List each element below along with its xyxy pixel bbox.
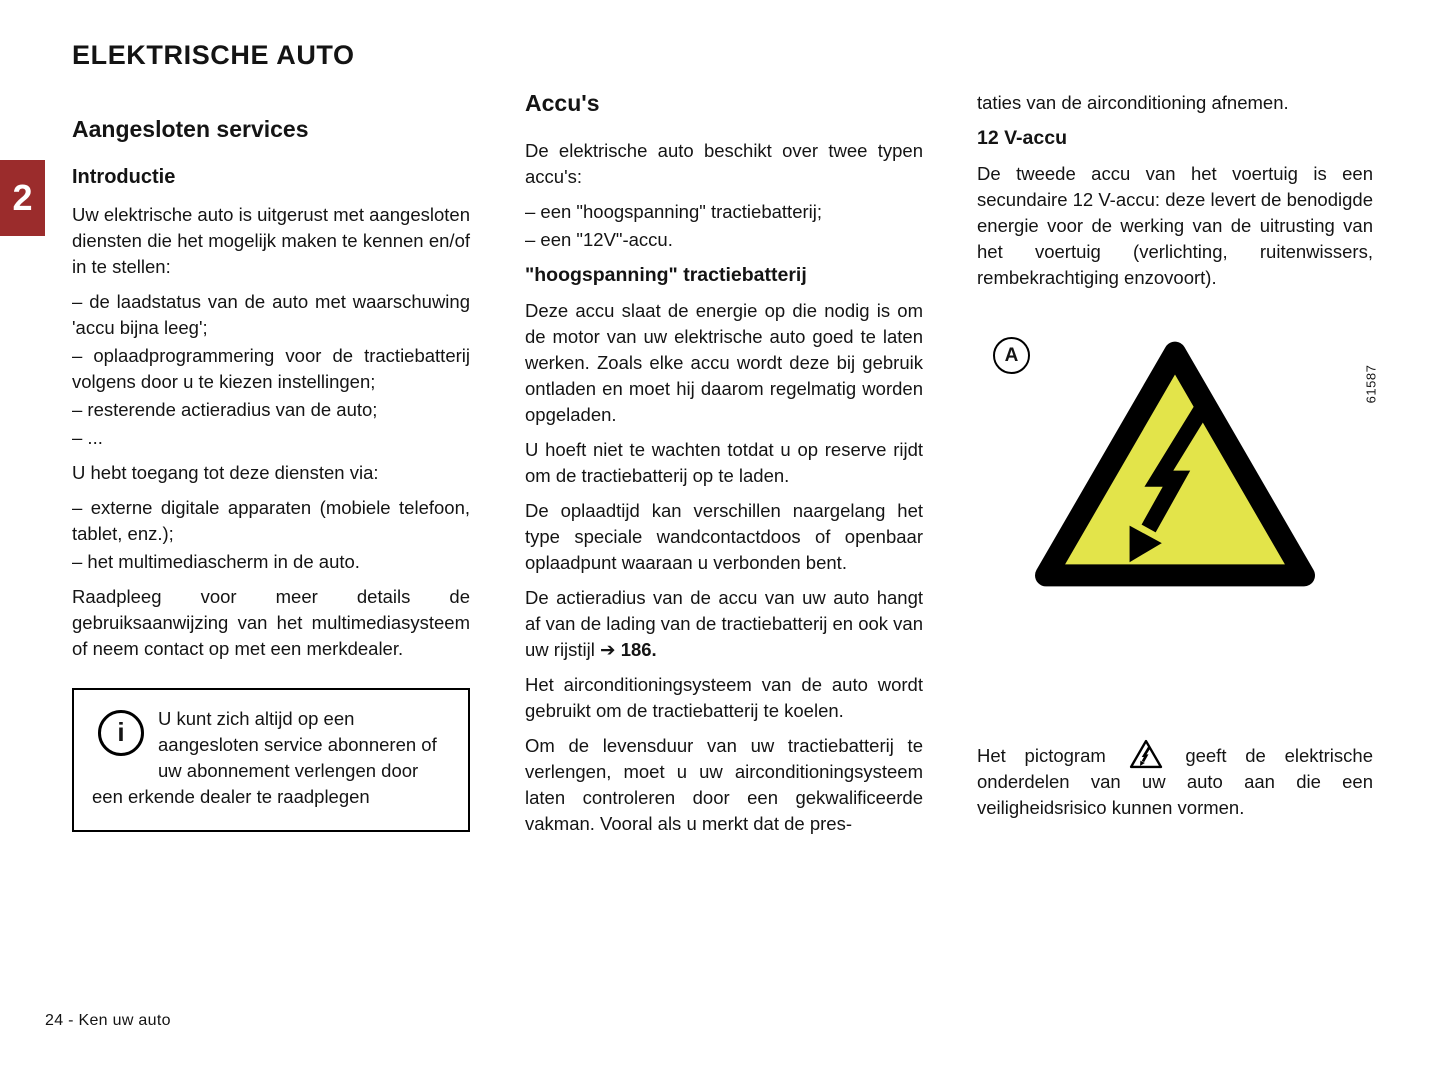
page-reference: [600, 639, 657, 660]
paragraph-more-details: Raadpleeg voor meer details de gebruiksaanwijzing van het multimediasysteem of neem contact op met een merkdealer.: [72, 586, 470, 659]
page-footer: 24 - Ken uw auto: [45, 1012, 171, 1029]
bullet-item: – de laadstatus van de auto met waarschuwing 'accu bijna leeg';: [72, 291, 470, 338]
bullet-item: – een "12V"-accu.: [525, 229, 673, 250]
paragraph-intro: Uw elektrische auto is uitgerust met aangesloten diensten die het mogelijk maken te kennen en/of in te stellen:: [72, 204, 470, 277]
section-heading-aangesloten-services: Aangesloten services: [72, 116, 309, 142]
pictogram-text-post: geeft de elektrische onderdelen van uw auto aan die een veiligheidsrisico kunnen vormen.: [977, 745, 1373, 818]
bullet-item: – oplaadprogrammering voor de tractiebatterij volgens door u te kiezen instellingen;: [72, 345, 470, 392]
subsection-heading-tractiebatterij: "hoogspanning" tractiebatterij: [525, 264, 807, 286]
paragraph-pictogram: [977, 739, 1373, 821]
reference-page-number: 186.: [620, 639, 657, 660]
paragraph: De oplaadtijd kan verschillen naargelang het type speciale wandcontactdoos of openbaar oplaadpunt waaraan u verbonden bent.: [525, 500, 923, 573]
paragraph: Het airconditioningsysteem van de auto wordt gebruikt om de tractiebatterij te koelen.: [525, 674, 923, 721]
column-12v-accu: [977, 90, 1379, 830]
bullet-item: – ...: [72, 427, 103, 448]
reference-arrow-icon: ➔: [600, 639, 616, 660]
paragraph-12v-body: De tweede accu van het voertuig is een secundaire 12 V-accu: deze levert de benodigde energie voor de werking van de uitrusting van het voertuig (verlichting, ruitenwissers, rembekrachtiging enzovoort).: [977, 163, 1373, 288]
column-accus: [525, 90, 923, 846]
info-note-box: [72, 688, 470, 832]
paragraph: Om de levensduur van uw tractiebatterij te verlengen, moet u uw airconditioningsysteem laten controleren door een gekwalificeerde vakman. Vooral als u merkt dat de pres-: [525, 735, 923, 834]
column-aangesloten-services: [72, 116, 470, 832]
high-voltage-warning-triangle-icon: [1026, 335, 1324, 593]
subsection-heading-introductie: Introductie: [72, 166, 176, 188]
info-note-text: U kunt zich altijd op een aangesloten service abonneren of uw abonnement verlengen door een erkende dealer te raadplegen: [92, 708, 437, 807]
bullet-list-accu-types: [525, 199, 923, 253]
bullet-item: – resterende actieradius van de auto;: [72, 399, 378, 420]
paragraph-accu-intro: De elektrische auto beschikt over twee typen accu's:: [525, 140, 923, 187]
pictogram-text-pre: Het pictogram: [977, 745, 1106, 766]
subsection-heading-12v-accu: 12 V-accu: [977, 127, 1067, 149]
hazard-pictogram-icon: [1129, 739, 1163, 769]
bullet-item: – een "hoogspanning" tractiebatterij;: [525, 201, 823, 222]
page-title: ELEKTRISCHE AUTO: [72, 40, 355, 70]
figure-high-voltage-warning: [977, 335, 1379, 667]
chapter-tab: 2: [0, 160, 45, 236]
paragraph-range-reference: [525, 585, 923, 663]
bullet-item: – externe digitale apparaten (mobiele telefoon, tablet, enz.);: [72, 497, 470, 544]
bullet-item: – het multimediascherm in de auto.: [72, 551, 360, 572]
range-text: De actieradius van de accu van uw auto hangt af van de lading van de tractiebatterij en ook van uw rijstijl: [525, 587, 924, 660]
figure-label-a: A: [993, 337, 1030, 374]
paragraph-access-intro: U hebt toegang tot deze diensten via:: [72, 462, 379, 483]
info-icon: i: [98, 710, 144, 756]
figure-code: 61587: [1363, 364, 1379, 404]
paragraph: U hoeft niet te wachten totdat u op reserve rijdt om de tractiebatterij op te laden.: [525, 439, 923, 486]
bullet-list-services: [72, 289, 470, 451]
bullet-list-access: [72, 495, 470, 575]
section-heading-accus: Accu's: [525, 90, 600, 116]
paragraph-continuation: taties van de airconditioning afnemen.: [977, 92, 1289, 113]
paragraph: Deze accu slaat de energie op die nodig is om de motor van uw elektrische auto goed te laten werken. Zoals elke accu wordt deze bij gebruik ontladen en moet hij daarom regelmatig worden opgeladen.: [525, 300, 923, 425]
